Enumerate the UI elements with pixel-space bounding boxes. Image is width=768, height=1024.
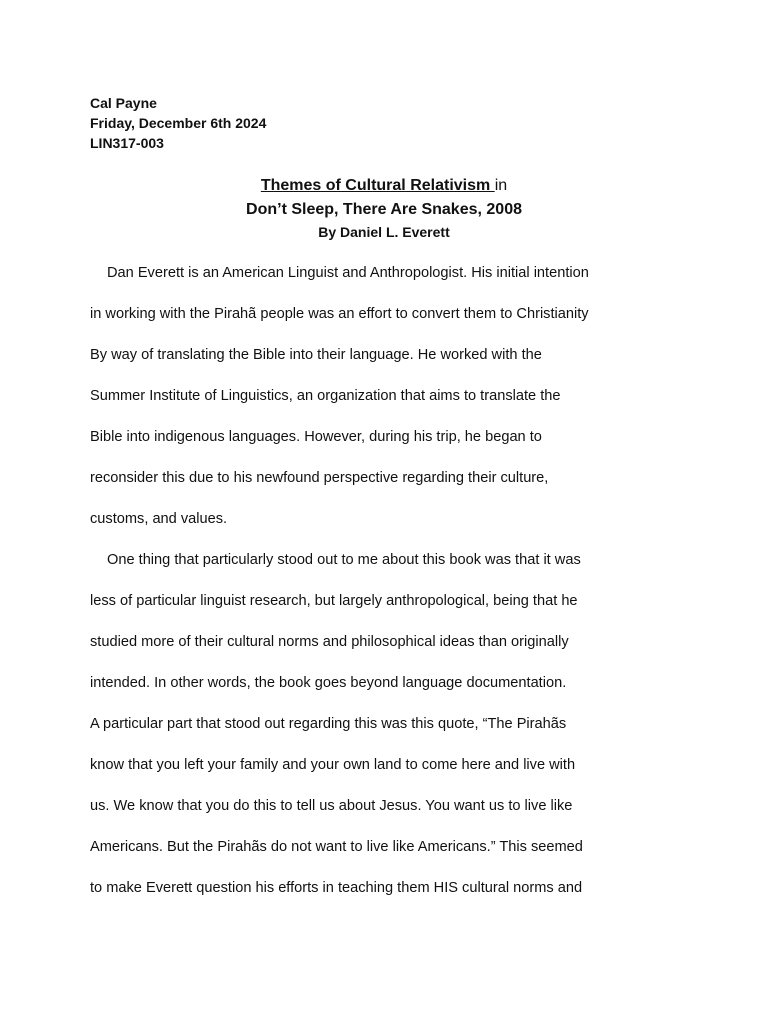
essay-title-main: Themes of Cultural Relativism [260, 177, 495, 194]
paragraph-line: Bible into indigenous languages. However, during his trip, he began to [90, 429, 542, 445]
paragraph-line: to make Everett question his efforts in teaching them HIS cultural norms and [90, 880, 583, 896]
essay-title [0, 175, 768, 197]
paragraph-line: Summer Institute of Linguistics, an organization that aims to translate the [90, 388, 561, 404]
essay-byline: By Daniel L. Everett [318, 224, 450, 240]
course-code: LIN317-003 [90, 135, 164, 151]
document-date: Friday, December 6th 2024 [90, 115, 267, 131]
paragraph-line: A particular part that stood out regarding this was this quote, “The Pirahãs [90, 716, 567, 732]
paragraph-line: less of particular linguist research, but largely anthropological, being that he [90, 593, 578, 609]
paragraph-line: reconsider this due to his newfound perspective regarding their culture, [90, 470, 549, 486]
essay-subtitle: Don’t Sleep, There Are Snakes, 2008 [246, 201, 522, 218]
essay-title-connector: in [494, 177, 508, 194]
paragraph-line: By way of translating the Bible into their language. He worked with the [90, 347, 542, 363]
paragraph-line: in working with the Pirahã people was an effort to convert them to Christianity [90, 306, 589, 322]
paragraph-line: One thing that particularly stood out to me about this book was that it was [107, 552, 581, 568]
paragraph-line: studied more of their cultural norms and philosophical ideas than originally [90, 634, 569, 650]
paragraph-line: us. We know that you do this to tell us about Jesus. You want us to live like [90, 798, 573, 814]
paragraph-line: intended. In other words, the book goes beyond language documentation. [90, 675, 567, 691]
paragraph-line: customs, and values. [90, 511, 228, 527]
document-header [90, 93, 266, 153]
paragraph-line: Dan Everett is an American Linguist and Anthropologist. His initial intention [107, 265, 589, 281]
paragraph-line: know that you left your family and your own land to come here and live with [90, 757, 576, 773]
paragraph-line: Americans. But the Pirahãs do not want to live like Americans.” This seemed [90, 839, 583, 855]
author-name: Cal Payne [90, 95, 157, 111]
